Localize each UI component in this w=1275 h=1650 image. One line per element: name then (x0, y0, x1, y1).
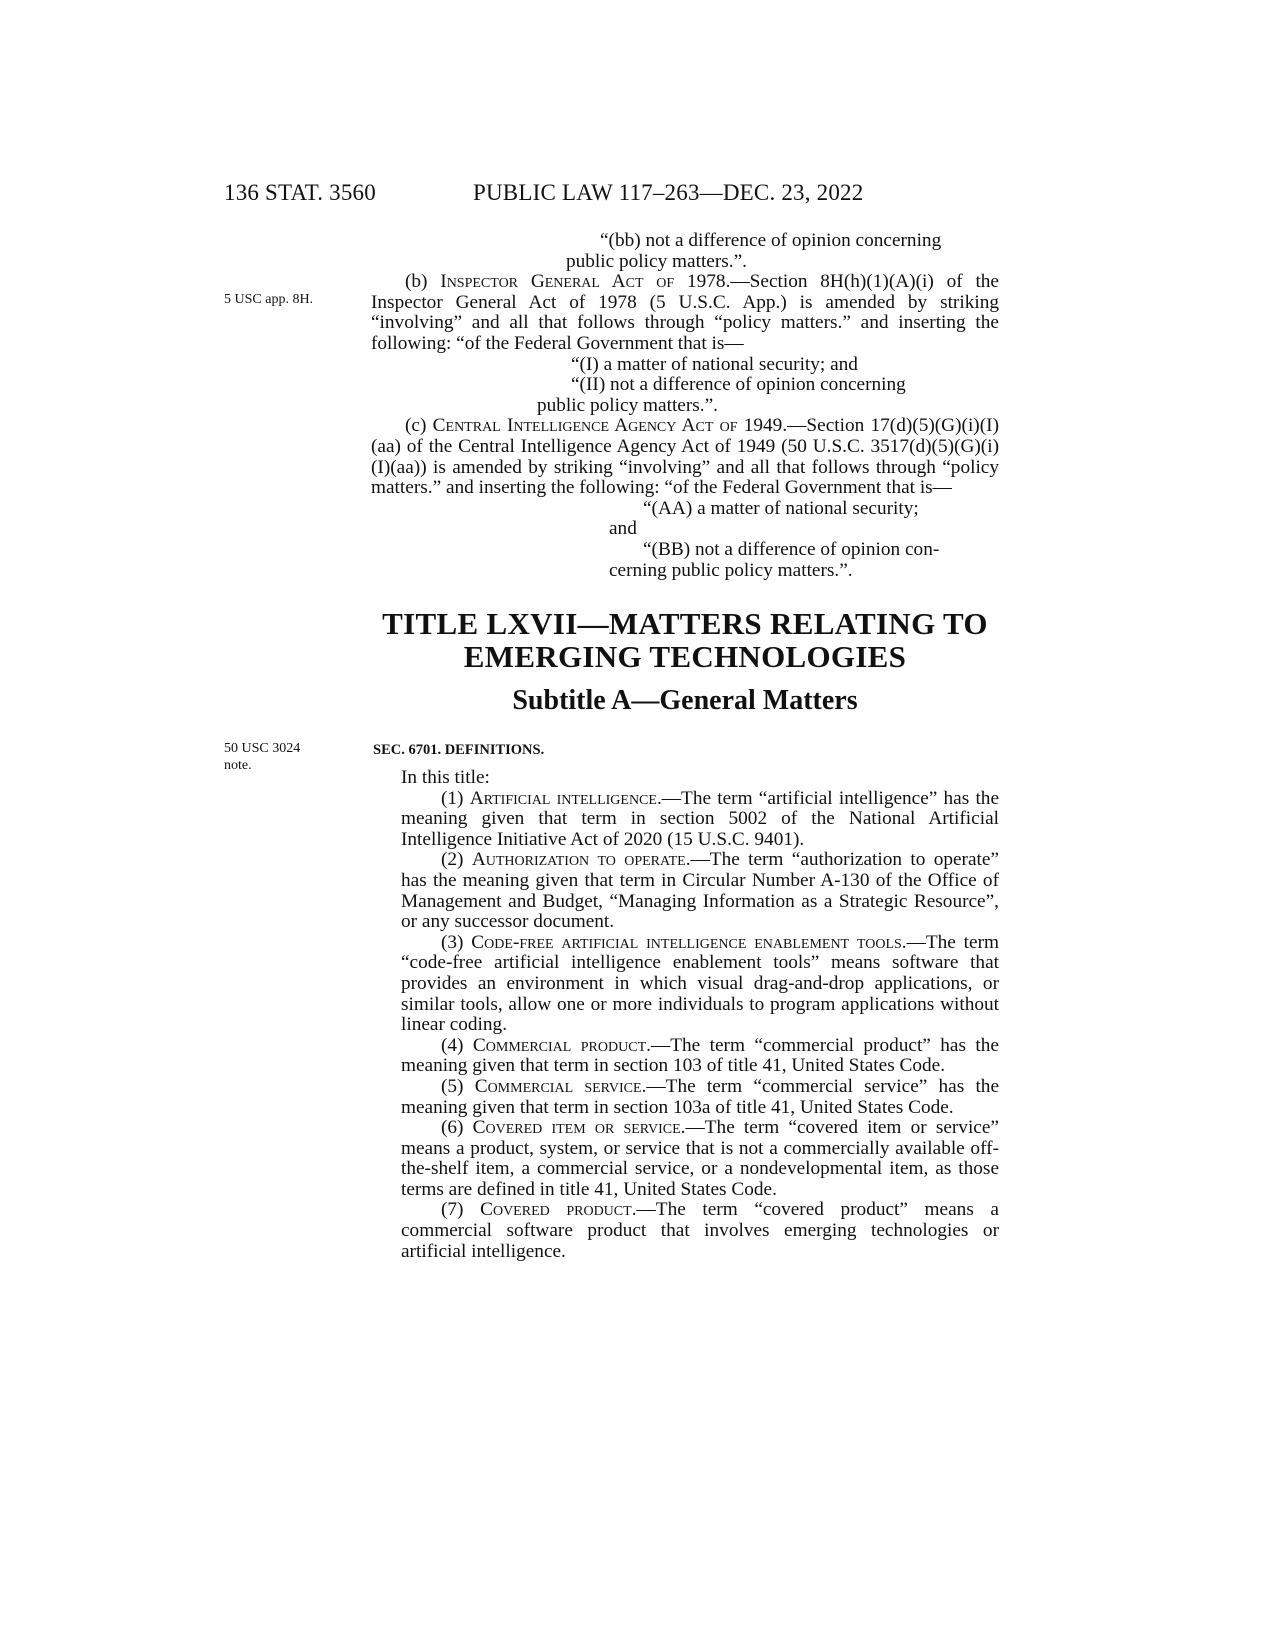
definition-term: Covered item or service (472, 1117, 681, 1139)
title-line: TITLE LXVII—MATTERS RELATING TO (382, 606, 988, 641)
definitions-block (371, 768, 999, 1262)
section-heading: SEC. 6701. DEFINITIONS. (373, 742, 545, 758)
definition-item (371, 1118, 999, 1200)
subsection-heading: Central Intelligence Agency Act of 1949 (432, 415, 783, 437)
quoted-subclause-BB-cont: cerning public policy matters.”. (609, 559, 853, 581)
subsection-label: (b) (405, 271, 441, 293)
subsection-c (371, 416, 999, 498)
title-heading (371, 607, 999, 673)
definition-item (371, 1200, 999, 1262)
definition-text: .—The term “commercial service” has the meaning given that term in section 103a of title 41, United States Code. (401, 1075, 999, 1118)
definition-number: (2) (441, 849, 472, 871)
definition-text: .—The term “authorization to operate” has the meaning given that term in Circular Number A-130 of the Office of Management and Budget, “Managing Information as a Strategic Resource”, or any successor document. (401, 849, 999, 933)
amendment-text-block (371, 231, 999, 581)
subsection-b (371, 272, 999, 354)
definition-term: Artificial intelligence (469, 787, 657, 809)
definition-item (371, 789, 999, 851)
definition-text: .—The term “covered product” means a commercial software product that involves emerging technologies or artificial intelligence. (401, 1199, 999, 1262)
definition-item (371, 850, 999, 932)
quoted-subitem-bb: “(bb) not a difference of opinion concerning (600, 230, 942, 251)
margin-citation-usc-app: 5 USC app. 8H. (224, 292, 314, 307)
definition-term: Code-free artificial intelligence enablement tools (471, 931, 902, 953)
definition-term: Covered product (480, 1199, 632, 1221)
quoted-subitem-bb-cont: public policy matters.”. (566, 250, 747, 272)
title-line: EMERGING TECHNOLOGIES (463, 639, 907, 674)
quoted-clause-II: “(II) not a difference of opinion concerning (571, 374, 906, 396)
quoted-clause-I: “(I) a matter of national security; and (571, 353, 858, 375)
definition-number: (3) (441, 931, 472, 953)
quoted-subclause-AA-cont: and (609, 518, 637, 540)
definition-number: (5) (441, 1075, 475, 1097)
definition-item (371, 1036, 999, 1077)
subsection-heading: Inspector General Act of 1978 (440, 271, 726, 293)
definition-item (371, 933, 999, 1036)
definition-number: (4) (441, 1034, 473, 1056)
quoted-subclause-BB: “(BB) not a difference of opinion con- (643, 538, 940, 560)
margin-citation-line: note. (224, 758, 252, 773)
definition-number: (6) (441, 1117, 473, 1139)
definition-text: .—The term “commercial product” has the meaning given that term in section 103 of title 41, United States Code. (401, 1034, 999, 1077)
definitions-intro: In this title: (401, 767, 490, 788)
running-header: PUBLIC LAW 117–263—DEC. 23, 2022 (473, 180, 864, 205)
page-stat-number: 136 STAT. 3560 (224, 180, 376, 205)
quoted-subclause-AA: “(AA) a matter of national security; (643, 497, 919, 519)
definition-number: (1) (441, 787, 470, 809)
definition-term: Commercial service (474, 1075, 642, 1097)
definition-number: (7) (441, 1199, 481, 1221)
definition-item (371, 1077, 999, 1118)
definition-term: Authorization to operate (471, 849, 686, 871)
quoted-clause-II-cont: public policy matters.”. (537, 394, 718, 416)
definition-term: Commercial product (472, 1034, 647, 1056)
subsection-text: .—Section 8H(h)(1)(A)(i) of the Inspector General Act of 1978 (5 U.S.C. App.) is amended by striking “involving” and all that follows through “policy matters.” and inserting the following: “of the Federal Government that is— (371, 271, 999, 354)
margin-citation-line: 50 USC 3024 (224, 741, 301, 756)
definition-text: .—The term “code-free artificial intelligence enablement tools” means software that provides an environment in which visual drag-and-drop applications, or similar tools, allow one or more individuals to program applications without linear coding. (401, 931, 999, 1036)
subsection-text: .—Section 17(d)(5)(G)(i)(I)(aa) of the Central Intelligence Agency Act of 1949 (50 U.S.C. 3517(d)(5)(G)(i)(I)(aa)) is amended by striking “involving” and all that follows through “policy matters.” and inserting the following: “of the Federal Government that is— (371, 415, 999, 499)
subsection-label: (c) (405, 415, 433, 437)
margin-citation-50-usc (224, 740, 300, 774)
definition-text: .—The term “covered item or service” means a product, system, or service that is not a commercially available off-the-shelf item, a commercial service, or a nondevelopmental item, as those terms are defined in title 41, United States Code. (401, 1117, 999, 1200)
definition-text: .—The term “artificial intelligence” has the meaning given that term in section 5002 of the National Artificial Intelligence Initiative Act of 2020 (15 U.S.C. 9401). (401, 787, 999, 850)
definitions-list (371, 789, 999, 1263)
subtitle-heading: Subtitle A—General Matters (512, 685, 858, 716)
